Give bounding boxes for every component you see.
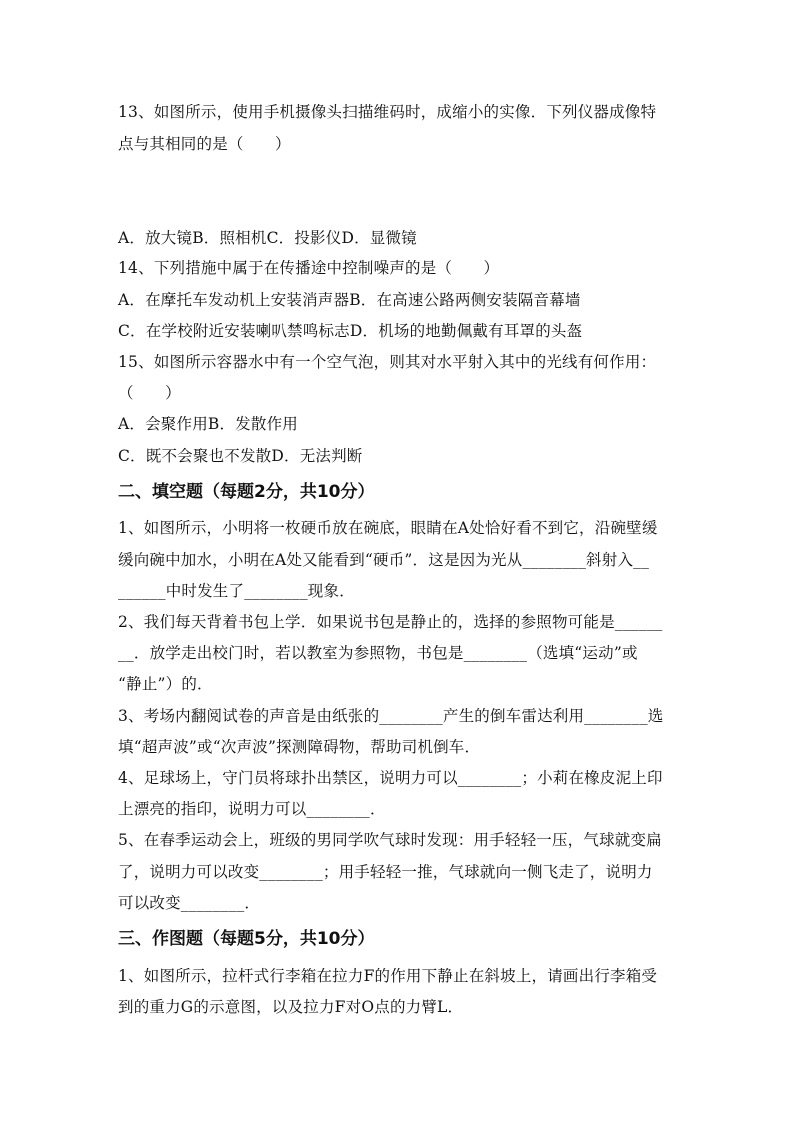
section2-heading: 二、填空题（每题2分，共10分） [118, 482, 375, 502]
q13-line-2: 点与其相同的是（ ） [118, 135, 291, 153]
q13-options: A．放大镜B．照相机C．投影仪D．显微镜 [118, 229, 417, 247]
drawing-line: 到的重力G的示意图，以及拉力F对O点的力臂L． [118, 998, 464, 1016]
drawing-line: 1、如图所示，拉杆式行李箱在拉力F的作用下静止在斜坡上，请画出行李箱受 [118, 967, 658, 985]
q15-line-2: （ ） [118, 384, 181, 402]
q15-options-cd: C．既不会聚也不发散D．无法判断 [118, 447, 363, 465]
fill-line: 缓向碗中加水，小明在A处又能看到“硬币”．这是因为光从________斜射入__ [118, 551, 650, 569]
q15-line-1: 15、如图所示容器水中有一个空气泡，则其对水平射入其中的光线有何作用： [118, 353, 657, 371]
fill-line: 可以改变________． [118, 894, 261, 912]
fill-line: 5、在春季运动会上，班级的男同学吹气球时发现：用手轻轻一压，气球就变扁 [118, 831, 662, 849]
fill-line: 3、考场内翻阅试卷的声音是由纸张的________产生的倒车雷达利用________选 [118, 707, 664, 725]
q13-line-1: 13、如图所示，使用手机摄像头扫描维码时，成缩小的实像．下列仪器成像特 [118, 103, 657, 121]
fill-line: 填“超声波”或“次声波”探测障碍物，帮助司机倒车． [118, 738, 481, 756]
fill-line: __．放学走出校门时，若以教室为参照物，书包是________（选填“运动”或 [118, 644, 638, 662]
q15-options-ab: A．会聚作用B．发散作用 [118, 415, 298, 433]
fill-line: ______中时发生了________现象． [118, 582, 355, 600]
q14-options-ab: A．在摩托车发动机上安装消声器B．在高速公路两侧安装隔音幕墙 [118, 291, 581, 309]
fill-line: 2、我们每天背着书包上学．如果说书包是静止的，选择的参照物可能是______ [118, 613, 663, 631]
fill-line: 4、足球场上，守门员将球扑出禁区，说明力可以________；小莉在橡皮泥上印 [118, 769, 663, 787]
q14-line-1: 14、下列措施中属于在传播途中控制噪声的是（ ） [118, 259, 500, 277]
section3-heading: 三、作图题（每题5分，共10分） [118, 929, 375, 949]
fill-line: “静止”）的． [118, 675, 213, 693]
fill-line: 上漂亮的指印，说明力可以________． [118, 800, 386, 818]
fill-line: 了，说明力可以改变________；用手轻轻一推，气球就向一侧飞走了，说明力 [118, 863, 653, 881]
fill-line: 1、如图所示，小明将一枚硬币放在碗底，眼睛在A处恰好看不到它，沿碗壁缓 [118, 519, 658, 537]
q14-options-cd: C．在学校附近安装喇叭禁鸣标志D．机场的地勤佩戴有耳罩的头盔 [118, 322, 583, 340]
